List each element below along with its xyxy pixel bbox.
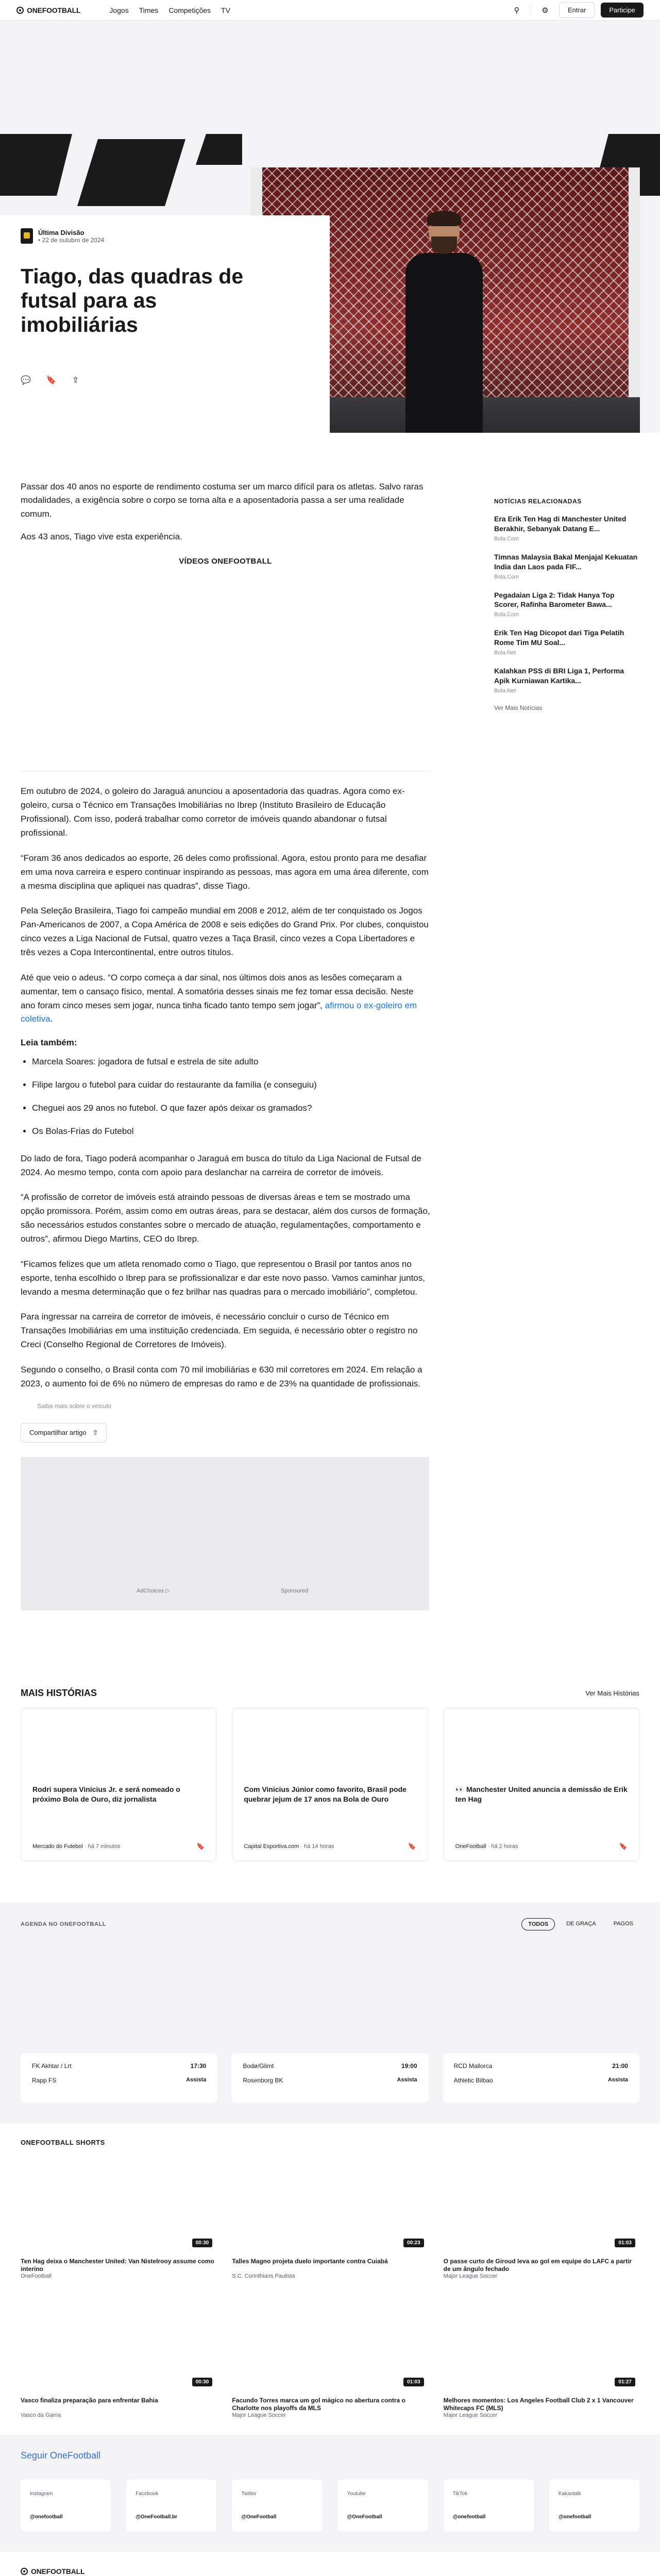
- video-title: Talles Magno projeta duelo importante contra Cuiabá: [232, 2257, 388, 2265]
- article-body: [21, 785, 430, 1391]
- bookmark-icon[interactable]: 🔖: [619, 1842, 628, 1850]
- follow-title: Seguir OneFootball: [21, 2450, 101, 2461]
- related-news-item[interactable]: [494, 590, 639, 618]
- story-image: [21, 1708, 216, 1777]
- publish-date: 22 de outubro de 2024: [42, 236, 105, 244]
- related-news-item[interactable]: [494, 628, 639, 656]
- away-team: Rosenborg BK: [243, 2076, 283, 2084]
- kickoff-time: 21:00: [612, 2062, 628, 2070]
- video-duration: 00:23: [403, 2239, 424, 2247]
- video-source: Major League Soccer: [443, 2412, 498, 2418]
- social-network: TikTok: [452, 2490, 468, 2497]
- home-team: Bodø/Glimt: [243, 2062, 274, 2070]
- video-source: Major League Soccer: [443, 2273, 498, 2279]
- video-title: Facundo Torres marca um gol mágico no abertura contra o Charlotte nos playoffs da MLS: [232, 2396, 405, 2412]
- team-crest-icon[interactable]: [21, 228, 33, 244]
- story-title: Com Vinicius Júnior como favorito, Brasil pode quebrar jejum de 17 anos na Bola de Ouro: [244, 1785, 407, 1803]
- related-link[interactable]: • Filipe largou o futebol para cuidar do restaurante da família (e conseguiu): [32, 1078, 430, 1092]
- related-links-list: [32, 1055, 430, 1138]
- video-source: S.C. Corinthians Paulista: [232, 2273, 295, 2279]
- match-card[interactable]: [443, 2053, 639, 2103]
- filter-paid[interactable]: PAGOS: [613, 1920, 633, 1927]
- away-team: Athletic Bilbao: [453, 2076, 493, 2084]
- filter-free[interactable]: DE GRAÇA: [566, 1920, 596, 1927]
- video-source: Vasco da Gama: [21, 2412, 61, 2418]
- short-video-card[interactable]: [444, 2296, 639, 2418]
- match-card[interactable]: [21, 2053, 217, 2103]
- video-source: OneFootball: [21, 2273, 52, 2279]
- ad-slot[interactable]: [21, 1457, 429, 1611]
- related-link[interactable]: • Os Bolas-Frias do Futebol: [32, 1125, 430, 1139]
- team-name[interactable]: Última Divisão: [38, 228, 84, 236]
- logo-icon: [21, 2568, 28, 2575]
- quote-text: Até que veio o adeus. “O corpo começa a dar sinal, nos últimos dois anos as lesões começaram a aumentar, tem o cansaço físico, mental. A somatória desses sinais me fez tomar essa decisão. Neste ano foram cinco meses sem jogar, nunca tinha ficado tanto tempo sem jogar”,: [21, 972, 414, 1010]
- home-team: FK Akhtar / Lrt: [32, 2062, 72, 2070]
- section-title: MAIS HISTÓRIAS: [21, 1687, 97, 1698]
- page-title: Tiago, das quadras de futsal para as imobiliárias: [21, 264, 244, 337]
- away-team: Rapp FS: [32, 2076, 57, 2084]
- share-icon: ⇧: [92, 1428, 98, 1436]
- video-thumbnail: [232, 2157, 428, 2251]
- story-image: [232, 1708, 427, 1777]
- social-card-kakaotalk[interactable]: [549, 2480, 639, 2531]
- body-paragraph: Pela Seleção Brasileira, Tiago foi campeão mundial em 2008 e 2012, além de ter conquistado os Jogos Pan-Americanos de 2007, a Copa América de 2008 e seis edições do Grand Prix. Por clubes, conquistou cinco vezes a Liga Nacional de Futsal, quatro vezes a Taça Brasil, cinco vezes a Copa Libertadores e três vezes a Copa Intercontinental, entre outros títulos.: [21, 906, 429, 957]
- nav-tv[interactable]: TV: [221, 6, 230, 14]
- video-title: O passe curto de Giroud leva ao gol em equipe do LAFC a partir de um ângulo fechado: [443, 2257, 632, 2273]
- article-content: [21, 433, 430, 1611]
- social-network: Facebook: [136, 2490, 159, 2497]
- body-paragraph: Até que veio o adeus. “O corpo começa a dar sinal, nos últimos dois anos as lesões começaram a aumentar, tem o cansaço físico, mental. A somatória desses sinais me fez tomar essa decisão. Neste ano foram cinco meses sem jogar, nunca tinha ficado tanto tempo sem jogar”, afirmou o ex-goleiro em coletiva.: [21, 972, 417, 1024]
- social-handle: @OneFootball: [241, 2514, 277, 2520]
- article-actions: [21, 375, 79, 385]
- match-schedule: [0, 1903, 660, 2123]
- social-network: Instagram: [30, 2490, 53, 2497]
- lead-paragraph: Passar dos 40 anos no esporte de rendimento costuma ser um marco difícil para os atletas. Salvo raras modalidades, a exigência sobre o corpo se torna alta e a aposentadoria passa a ser uma realidade comum.: [21, 482, 424, 519]
- article: [0, 433, 660, 1611]
- more-news-link[interactable]: Ver Mais Notícias: [494, 704, 543, 711]
- hero-card: [0, 215, 330, 433]
- video-title: Melhores momentos: Los Angeles Football Club 2 x 1 Vancouver Whitecaps FC (MLS): [443, 2396, 634, 2412]
- video-thumbnail: [232, 2296, 428, 2390]
- brand-name: ONEFOOTBALL: [31, 2567, 85, 2575]
- video-title: Vasco finaliza preparação para enfrentar Bahia: [21, 2396, 158, 2404]
- social-handle: @onefootball: [452, 2514, 486, 2520]
- video-duration: 00:30: [192, 2239, 213, 2247]
- bookmark-icon[interactable]: 🔖: [196, 1842, 205, 1850]
- home-team: RCD Mallorca: [453, 2062, 493, 2070]
- lead-paragraph: Aos 43 anos, Tiago vive esta experiência.: [21, 532, 182, 542]
- video-source: Major League Soccer: [232, 2412, 286, 2418]
- social-network: Twitter: [241, 2490, 257, 2497]
- social-card-twitter[interactable]: [232, 2480, 322, 2531]
- login-button[interactable]: Entrar: [559, 2, 595, 18]
- related-link[interactable]: • Marcela Soares: jogadora de futsal e estrela de site adulto: [32, 1055, 430, 1069]
- body-paragraph: Segundo o conselho, o Brasil conta com 70 mil imobiliárias e 630 mil corretores em 2024. Em relação a 2023, o aumento foi de 6% no número de empresas do ramo e de 23% na quantidade de profissionais.: [21, 1365, 422, 1388]
- social-card-tiktok[interactable]: [444, 2480, 534, 2531]
- video-thumbnail: [444, 2296, 639, 2390]
- story-card[interactable]: 👀 Manchester United anuncia a demissão de Erik ten Hag OneFootball · há 2 horas 🔖: [444, 1708, 639, 1861]
- press-conference-link[interactable]: afirmou o ex-goleiro em coletiva: [21, 1000, 417, 1024]
- related-news-source: Bola.Com: [494, 573, 519, 580]
- related-news-sidebar: [494, 498, 639, 711]
- article-hero: [0, 21, 660, 433]
- more-stories-link[interactable]: Ver Mais Histórias: [585, 1689, 639, 1697]
- story-title: Rodri supera Vinicius Jr. e será nomeado o próximo Bola de Ouro, diz jornalista: [32, 1785, 180, 1803]
- story-card[interactable]: Com Vinicius Júnior como favorito, Brasil pode quebrar jejum de 17 anos na Bola de Ouro Capital Esportiva.com · há 14 horas 🔖: [232, 1708, 428, 1861]
- main-menu: [109, 6, 230, 14]
- story-time: há 7 minutos: [88, 1843, 121, 1850]
- comment-icon[interactable]: 💬: [21, 376, 31, 385]
- read-also-heading: Leia também:: [21, 1038, 77, 1048]
- article-meta: Última Divisão • 22 de outubro de 2024: [21, 228, 104, 244]
- sponsored-label: Sponsored: [281, 1587, 309, 1594]
- logo-icon: [16, 7, 24, 14]
- join-button[interactable]: Participe: [601, 3, 644, 18]
- sidebar-title: NOTÍCIAS RELACIONADAS: [494, 498, 582, 505]
- shorts-title: ONEFOOTBALL SHORTS: [21, 2138, 105, 2146]
- video-duration: 01:03: [403, 2378, 424, 2386]
- body-paragraph: “Ficamos felizes que um atleta renomado como o Tiago, que representou o Brasil por tantos anos no esporte, tenha escolhido o Ibrep para se profissionalizar e dar este novo passo. Vamos caminhar juntos, levando a mesma determinação que o fez brilhar nas quadras para o mercado imobiliário”, completou.: [21, 1259, 425, 1297]
- brand-logo[interactable]: [16, 6, 80, 14]
- social-card-facebook[interactable]: [126, 2480, 216, 2531]
- videos-title: VÍDEOS ONEFOOTBALL: [179, 557, 272, 566]
- social-handle: @onefootball: [30, 2514, 63, 2520]
- footer-logo[interactable]: [21, 2567, 639, 2575]
- story-time: há 2 horas: [491, 1843, 518, 1850]
- related-news-title: Era Erik Ten Hag di Manchester United Berakhir, Sebanyak Datang E...: [494, 515, 627, 533]
- article-lead: [21, 433, 430, 544]
- related-news-item[interactable]: [494, 552, 639, 580]
- related-news-source: Bola.Net: [494, 687, 516, 694]
- share-article-button[interactable]: [21, 1423, 107, 1443]
- body-paragraph: “A profissão de corretor de imóveis está atraindo pessoas de diversas áreas e tem se mostrado uma opção promissora. Porém, assim como em outras áreas, para se destacar, além dos cursos de formação, são necessários estudos constantes sobre o mercado de atuação, regulamentações, comportamento e outros”, afirmou Diego Martins, CEO do Ibrep.: [21, 1192, 430, 1244]
- short-video-card[interactable]: [21, 2296, 216, 2418]
- related-news-item[interactable]: [494, 514, 639, 542]
- video-duration: 01:03: [615, 2239, 635, 2247]
- body-paragraph: Do lado de fora, Tiago poderá acompanhar o Jaraguá em busca do título da Liga Nacional de Futsal de 2024. Ao mesmo tempo, conta com apoio para deslanchar na carreira de corretor de imóveis.: [21, 1153, 421, 1177]
- nav-competicoes[interactable]: Competições: [168, 6, 211, 14]
- shorts-section: [0, 2123, 660, 2418]
- share-label: Compartilhar artigo: [29, 1429, 87, 1437]
- header-actions: [509, 2, 644, 18]
- related-news-title: Erik Ten Hag Dicopot dari Tiga Pelatih Rome Tim MU Soal...: [494, 629, 624, 647]
- watch-label[interactable]: Assista: [607, 2076, 628, 2083]
- body-paragraph: Em outubro de 2024, o goleiro do Jaraguá anunciou a aposentadoria das quadras. Agora como ex-goleiro, cursa o Técnico em Transações Imobiliárias no Ibrep (Instituto Brasileiro de Educação Profissional). Com isso, poderá trabalhar como corretor de imóveis quando abandonar o futsal profissional.: [21, 786, 405, 838]
- video-duration: 01:27: [615, 2378, 635, 2386]
- video-thumbnail: [21, 2157, 216, 2251]
- related-news-source: Bola.Net: [494, 650, 516, 656]
- related-news-title: Kalahkan PSS di BRI Liga 1, Performa Apik Kurniawan Kartika...: [494, 667, 624, 685]
- body-paragraph: “Foram 36 anos dedicados ao esporte, 26 deles como profissional. Agora, estou pronto para me desafiar em uma nova carreira e espero continuar inspirando as pessoas, mas agora em uma área diferente, com a mesma disciplina que apliquei nas quadras”, disse Tiago.: [21, 853, 429, 891]
- story-title: 👀 Manchester United anuncia a demissão de Erik ten Hag: [455, 1785, 628, 1803]
- social-handle: @OneFootball: [347, 2514, 382, 2520]
- kickoff-time: 17:30: [190, 2062, 207, 2070]
- adchoices-label[interactable]: AdChoices ▷: [137, 1587, 170, 1594]
- story-source: OneFootball: [455, 1843, 486, 1850]
- top-nav: [0, 0, 660, 21]
- related-news-title: Pegadaian Liga 2: Tidak Hanya Top Scorer, Rafinha Barometer Bawa...: [494, 590, 615, 609]
- story-source: Capital Esportiva.com: [244, 1843, 299, 1850]
- story-source: Mercado do Futebol: [32, 1843, 83, 1850]
- related-news-source: Bola.Com: [494, 535, 519, 542]
- short-video-card[interactable]: [232, 2157, 428, 2279]
- short-video-card[interactable]: [444, 2157, 639, 2279]
- related-news-source: Bola.Com: [494, 612, 519, 618]
- video-thumbnail: [444, 2157, 639, 2251]
- player-figure: [405, 214, 483, 433]
- schedule-title: AGENDA NO ONEFOOTBALL: [21, 1921, 107, 1927]
- bookmark-icon[interactable]: 🔖: [408, 1842, 416, 1850]
- video-title: Ten Hag deixa o Manchester United: Van Nistelrooy assume como interino: [21, 2257, 214, 2273]
- gear-icon[interactable]: ⚙: [541, 6, 549, 15]
- search-icon[interactable]: ⚲: [514, 6, 520, 15]
- social-network: Kakaotalk: [558, 2490, 581, 2497]
- body-paragraph: Para ingressar na carreira de corretor de imóveis, é necessário concluir o curso de Técnico em Transações Imobiliárias em uma instituição credenciada. Em seguida, é necessário obter o registro no Creci (Conselho Regional de Corretores de Imóveis).: [21, 1312, 418, 1350]
- watch-label[interactable]: Assista: [397, 2076, 417, 2083]
- footer: [0, 2552, 660, 2576]
- match-card[interactable]: [231, 2053, 428, 2103]
- kickoff-time: 19:00: [401, 2062, 417, 2070]
- watch-label[interactable]: Assista: [186, 2076, 207, 2083]
- more-stories: [0, 1688, 660, 1861]
- story-card[interactable]: Rodri supera Vinicius Jr. e será nomeado o próximo Bola de Ouro, diz jornalista Mercado do Futebol · há 7 minutos 🔖: [21, 1708, 216, 1861]
- brand-name: ONEFOOTBALL: [27, 6, 81, 14]
- story-image: [444, 1708, 639, 1777]
- related-link[interactable]: • Cheguei aos 29 anos no futebol. O que fazer após deixar os gramados?: [32, 1101, 430, 1115]
- related-news-item[interactable]: [494, 666, 639, 694]
- social-network: Youtube: [347, 2490, 366, 2497]
- schedule-filters: [521, 1918, 639, 1930]
- social-card-youtube[interactable]: [338, 2480, 428, 2531]
- bookmark-icon[interactable]: 🔖: [46, 376, 57, 385]
- related-news-title: Timnas Malaysia Bakal Menjajal Kekuatan India dan Laos pada FIF...: [494, 552, 638, 571]
- nav-jogos[interactable]: Jogos: [109, 6, 129, 14]
- social-handle: @OneFootball.br: [136, 2514, 178, 2520]
- video-player-area[interactable]: [21, 566, 430, 767]
- video-duration: 00:30: [192, 2378, 213, 2386]
- short-video-card[interactable]: [232, 2296, 428, 2418]
- filter-all[interactable]: TODOS: [521, 1918, 555, 1930]
- social-follow: [0, 2435, 660, 2552]
- social-card-instagram[interactable]: [21, 2480, 111, 2531]
- short-video-card[interactable]: [21, 2157, 216, 2279]
- share-icon[interactable]: ⇧: [72, 376, 79, 385]
- nav-times[interactable]: Times: [139, 6, 159, 14]
- source-link[interactable]: Saiba mais sobre o veículo: [37, 1402, 112, 1410]
- social-handle: @onefootball: [558, 2514, 591, 2520]
- story-time: há 14 horas: [304, 1843, 334, 1850]
- video-thumbnail: [21, 2296, 216, 2390]
